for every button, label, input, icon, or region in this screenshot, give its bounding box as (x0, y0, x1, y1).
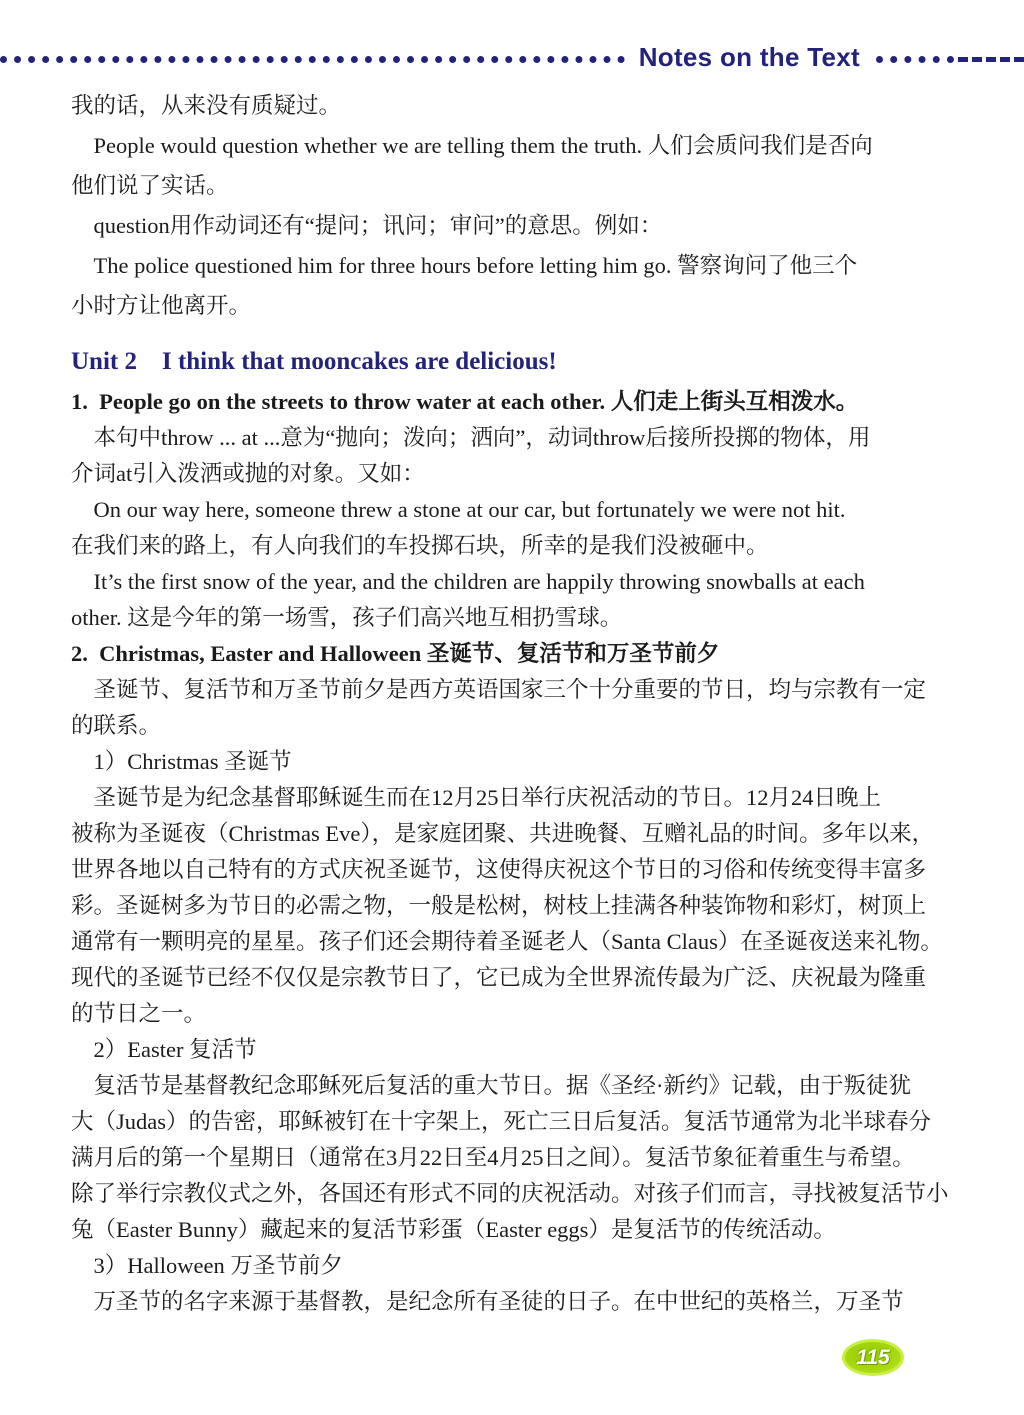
header-dotted-rule-left (0, 56, 625, 63)
text-line: 他们说了实话。 (71, 173, 229, 198)
text-line: 我的话，从来没有质疑过。 (71, 93, 342, 118)
header-dashed-rule-right (958, 57, 1024, 62)
text-line: 彩。圣诞树多为节日的必需之物，一般是松树，树枝上挂满各种装饰物和彩灯，树顶上 (71, 893, 927, 918)
text-line: 世界各地以自己特有的方式庆祝圣诞节，这使得庆祝这个节日的习俗和传统变得丰富多 (71, 857, 927, 882)
text-line: other. 这是今年的第一场雪，孩子们高兴地互相扔雪球。 (71, 605, 623, 630)
text-line: 现代的圣诞节已经不仅仅是宗教节日了，它已成为全世界流传最为广泛、庆祝最为隆重 (71, 965, 927, 990)
text-line: The police questioned him for three hours before letting him go. 警察询问了他三个 (93, 253, 858, 278)
text-line: 2）Easter 复活节 (93, 1037, 257, 1062)
text-line: It’s the first snow of the year, and the children are happily throwing snowballs at each (93, 569, 865, 594)
text-line: 被称为圣诞夜（Christmas Eve），是家庭团聚、共进晚餐、互赠礼品的时间。多年以来， (71, 821, 935, 846)
text-line: 圣诞节、复活节和万圣节前夕是西方英语国家三个十分重要的节日，均与宗教有一定 (93, 677, 927, 702)
text-line: People would question whether we are telling them the truth. 人们会质问我们是否向 (93, 133, 873, 158)
text-line: question用作动词还有“提问；讯问；审问”的意思。例如： (93, 213, 663, 238)
text-line: 满月后的第一个星期日（通常在3月22日至4月25日之间）。复活节象征着重生与希望。 (71, 1145, 915, 1170)
text-line: 圣诞节是为纪念基督耶稣诞生而在12月25日举行庆祝活动的节日。12月24日晚上 (93, 785, 882, 810)
text-line: 的节日之一。 (71, 1001, 207, 1026)
page-header-title: Notes on the Text (638, 42, 860, 72)
text-line: 1）Christmas 圣诞节 (93, 749, 292, 774)
text-line: 本句中throw ... at ...意为“抛向；泼向；洒向”，动词throw后接所投掷的物体，用 (93, 425, 871, 450)
text-line: Unit 2 I think that mooncakes are delicious! (71, 348, 557, 375)
text-line: 复活节是基督教纪念耶稣死后复活的重大节日。据《圣经·新约》记载，由于叛徒犹 (93, 1073, 911, 1098)
text-line: 3）Halloween 万圣节前夕 (93, 1253, 343, 1278)
text-line: 1. People go on the streets to throw water at each other. 人们走上街头互相泼水。 (71, 389, 859, 414)
header-dotted-rule-right (876, 56, 954, 63)
text-line: 除了举行宗教仪式之外，各国还有形式不同的庆祝活动。对孩子们而言，寻找被复活节小 (71, 1181, 949, 1206)
page-number-badge (842, 1339, 904, 1376)
text-line: 的联系。 (71, 713, 162, 738)
text-line: 万圣节的名字来源于基督教，是纪念所有圣徒的日子。在中世纪的英格兰，万圣节 (93, 1289, 904, 1314)
text-line: 2. Christmas, Easter and Halloween 圣诞节、复活节和万圣节前夕 (71, 641, 720, 666)
page-header (0, 42, 1024, 72)
text-line: 大（Judas）的告密，耶稣被钉在十字架上，死亡三日后复活。复活节通常为北半球春分 (71, 1109, 932, 1134)
text-line: 小时方让他离开。 (71, 293, 252, 318)
notes-content (71, 86, 976, 1320)
text-line: 通常有一颗明亮的星星。孩子们还会期待着圣诞老人（Santa Claus）在圣诞夜送来礼物。 (71, 929, 943, 954)
text-line: 兔（Easter Bunny）藏起来的复活节彩蛋（Easter eggs）是复活节的传统活动。 (71, 1217, 836, 1242)
page-number: 115 (856, 1346, 890, 1369)
text-line: 在我们来的路上，有人向我们的车投掷石块，所幸的是我们没被砸中。 (71, 533, 769, 558)
text-line: On our way here, someone threw a stone at our car, but fortunately we were not hit. (93, 497, 846, 522)
text-line: 介词at引入泼洒或抛的对象。又如： (71, 461, 425, 486)
